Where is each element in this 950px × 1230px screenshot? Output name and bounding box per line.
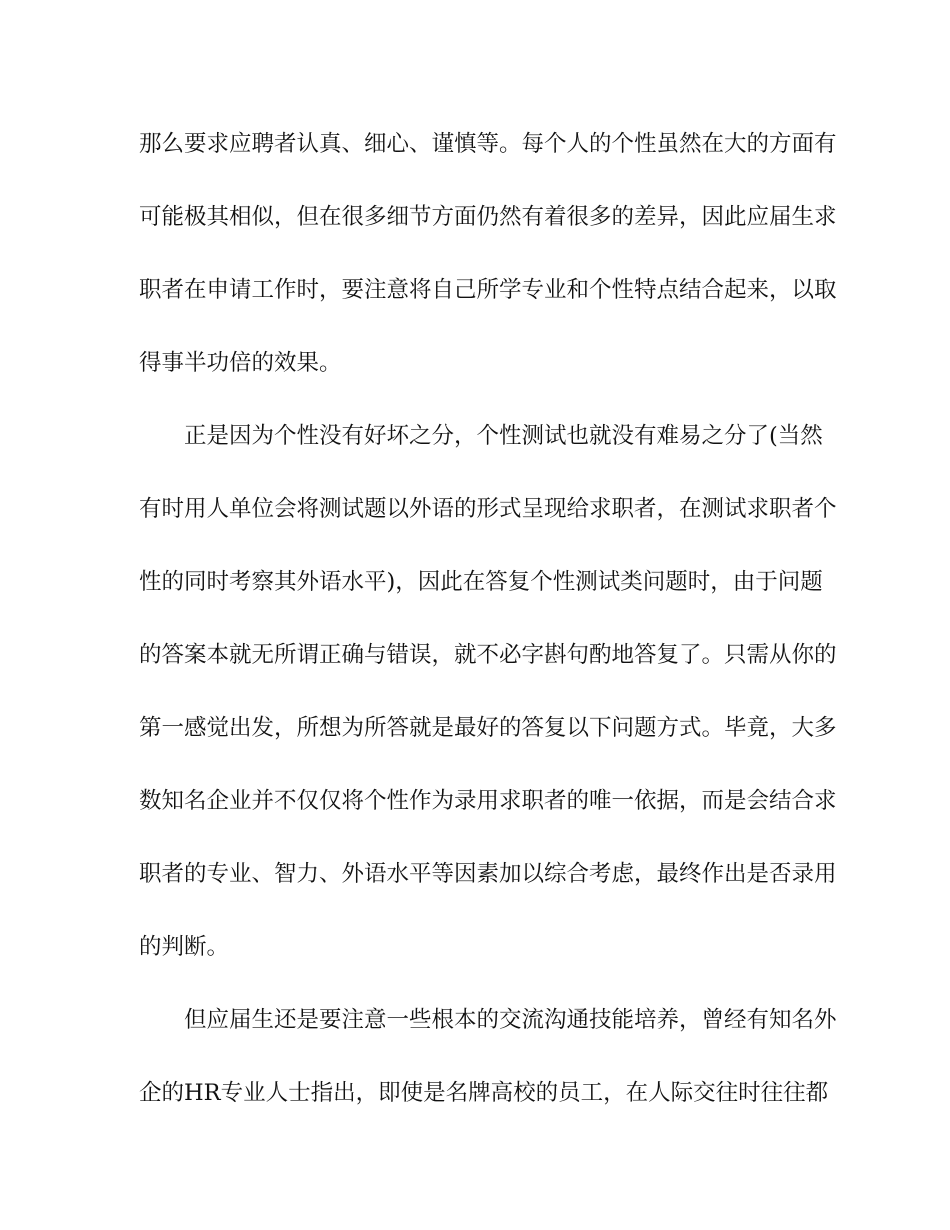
text-line: 的判断。 [139,934,230,960]
text-line: 第一感觉出发，所想为所答就是最好的答复以下问题方式。毕竟，大多 [139,715,837,741]
text-line: 职者在申请工作时，要注意将自己所学专业和个性特点结合起来，以取 [139,277,837,303]
text-line: 但应届生还是要注意一些根本的交流沟通技能培养，曾经有知名外 [184,1007,837,1033]
text-line: 那么要求应聘者认真、细心、谨慎等。每个人的个性虽然在大的方面有 [139,131,837,157]
text-line: 性的同时考察其外语水平)，因此在答复个性测试类问题时，由于问题 [139,569,823,595]
text-line: 得事半功倍的效果。 [139,350,342,376]
text-line: 数知名企业并不仅仅将个性作为录用求职者的唯一依据，而是会结合求 [139,788,837,814]
text-line: 正是因为个性没有好坏之分，个性测试也就没有难易之分了(当然 [184,423,823,449]
text-line: 有时用人单位会将测试题以外语的形式呈现给求职者，在测试求职者个 [139,496,837,522]
text-line: 的答案本就无所谓正确与错误，就不必字斟句酌地答复了。只需从你的 [139,642,837,668]
text-line: 可能极其相似，但在很多细节方面仍然有着很多的差异，因此应届生求 [139,204,837,230]
text-line: 企的HR专业人士指出，即使是名牌高校的员工，在人际交往时往往都 [139,1080,829,1106]
text-line: 职者的专业、智力、外语水平等因素加以综合考虑，最终作出是否录用 [139,861,837,887]
